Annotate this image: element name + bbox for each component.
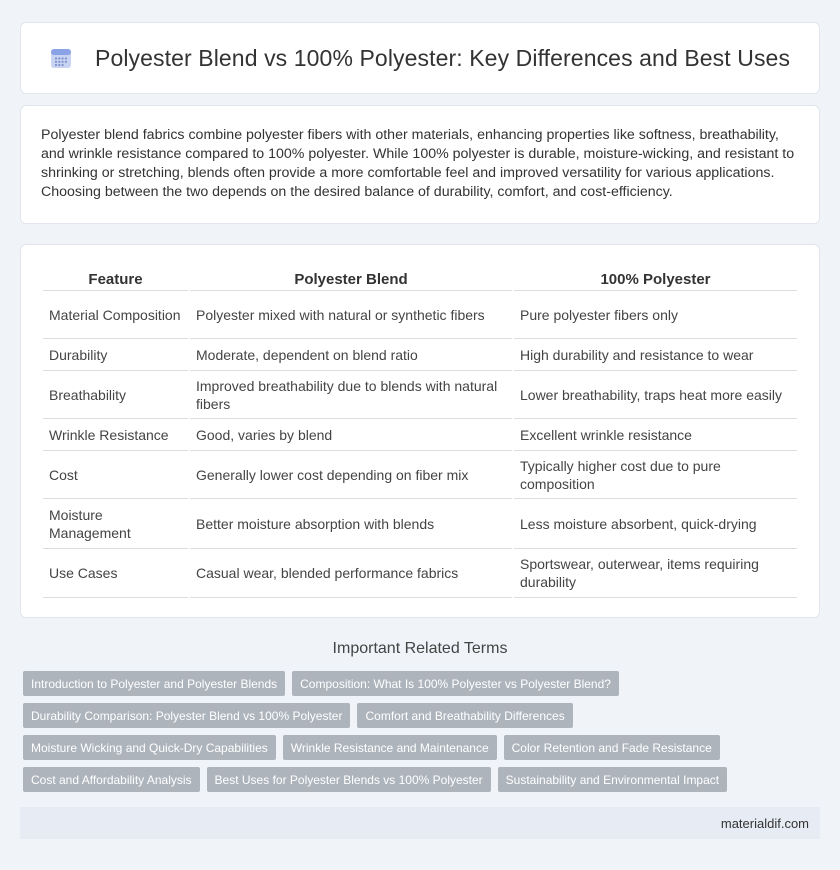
- related-term-link[interactable]: Durability Comparison: Polyester Blend vs 100% Polyester: [23, 703, 350, 728]
- table-row: [43, 451, 797, 499]
- table-cell: High durability and resistance to wear: [514, 339, 797, 371]
- column-header: 100% Polyester: [514, 261, 797, 291]
- table-cell: Excellent wrinkle resistance: [514, 419, 797, 451]
- table-row: [43, 549, 797, 598]
- table-cell: Less moisture absorbent, quick-drying: [514, 499, 797, 549]
- table-cell: Material Composition: [43, 291, 188, 339]
- related-term-link[interactable]: Moisture Wicking and Quick-Dry Capabilities: [23, 735, 276, 760]
- related-term-link[interactable]: Best Uses for Polyester Blends vs 100% Polyester: [207, 767, 491, 792]
- table-cell: Wrinkle Resistance: [43, 419, 188, 451]
- intro-text: Polyester blend fabrics combine polyester fibers with other materials, enhancing properties like softness, breathability, and wrinkle resistance compared to 100% polyester. While 100% polyester is durable, moisture-wicking, and resistant to shrinking or stretching, blends often provide a more comfortable feel and improved versatility for various applications. Choosing between the two depends on the desired balance of durability, comfort, and cost-efficiency.: [41, 127, 795, 200]
- related-terms-list: [23, 671, 823, 799]
- table-cell: Polyester mixed with natural or synthetic fibers: [190, 291, 512, 339]
- related-terms-title: Important Related Terms: [332, 640, 508, 657]
- related-term-link[interactable]: Composition: What Is 100% Polyester vs Polyester Blend?: [292, 671, 619, 696]
- table-cell: Sportswear, outerwear, items requiring durability: [514, 549, 797, 598]
- table-cell: Generally lower cost depending on fiber mix: [190, 451, 512, 499]
- column-header: Feature: [43, 261, 188, 291]
- table-cell: Better moisture absorption with blends: [190, 499, 512, 549]
- table-cell: Breathability: [43, 371, 188, 419]
- table-row: [43, 371, 797, 419]
- page-header: [20, 22, 820, 94]
- table-row: [43, 291, 797, 339]
- table-row: [43, 339, 797, 371]
- column-header: Polyester Blend: [190, 261, 512, 291]
- related-term-link[interactable]: Comfort and Breathability Differences: [357, 703, 572, 728]
- table-cell: Durability: [43, 339, 188, 371]
- comparison-table-card: [20, 244, 820, 618]
- related-term-link[interactable]: Sustainability and Environmental Impact: [498, 767, 727, 792]
- footer: [20, 807, 820, 839]
- comparison-table: [43, 261, 797, 598]
- table-cell: Cost: [43, 451, 188, 499]
- table-cell: Lower breathability, traps heat more easily: [514, 371, 797, 419]
- related-term-link[interactable]: Wrinkle Resistance and Maintenance: [283, 735, 497, 760]
- table-cell: Pure polyester fibers only: [514, 291, 797, 339]
- table-cell: Good, varies by blend: [190, 419, 512, 451]
- table-header-row: [43, 261, 797, 291]
- footer-site-link[interactable]: materialdif.com: [720, 815, 809, 831]
- page-title: Polyester Blend vs 100% Polyester: Key Differences and Best Uses: [95, 44, 791, 71]
- intro-section: [20, 105, 820, 224]
- table-cell: Typically higher cost due to pure composition: [514, 451, 797, 499]
- table-cell: Improved breathability due to blends with natural fibers: [190, 371, 512, 419]
- table-cell: Moisture Management: [43, 499, 188, 549]
- table-cell: Use Cases: [43, 549, 188, 598]
- table-cell: Casual wear, blended performance fabrics: [190, 549, 512, 598]
- table-row: [43, 419, 797, 451]
- table-row: [43, 499, 797, 549]
- related-term-link[interactable]: Cost and Affordability Analysis: [23, 767, 200, 792]
- table-cell: Moderate, dependent on blend ratio: [190, 339, 512, 371]
- calendar-icon: [48, 45, 74, 71]
- related-term-link[interactable]: Introduction to Polyester and Polyester Blends: [23, 671, 285, 696]
- related-term-link[interactable]: Color Retention and Fade Resistance: [504, 735, 720, 760]
